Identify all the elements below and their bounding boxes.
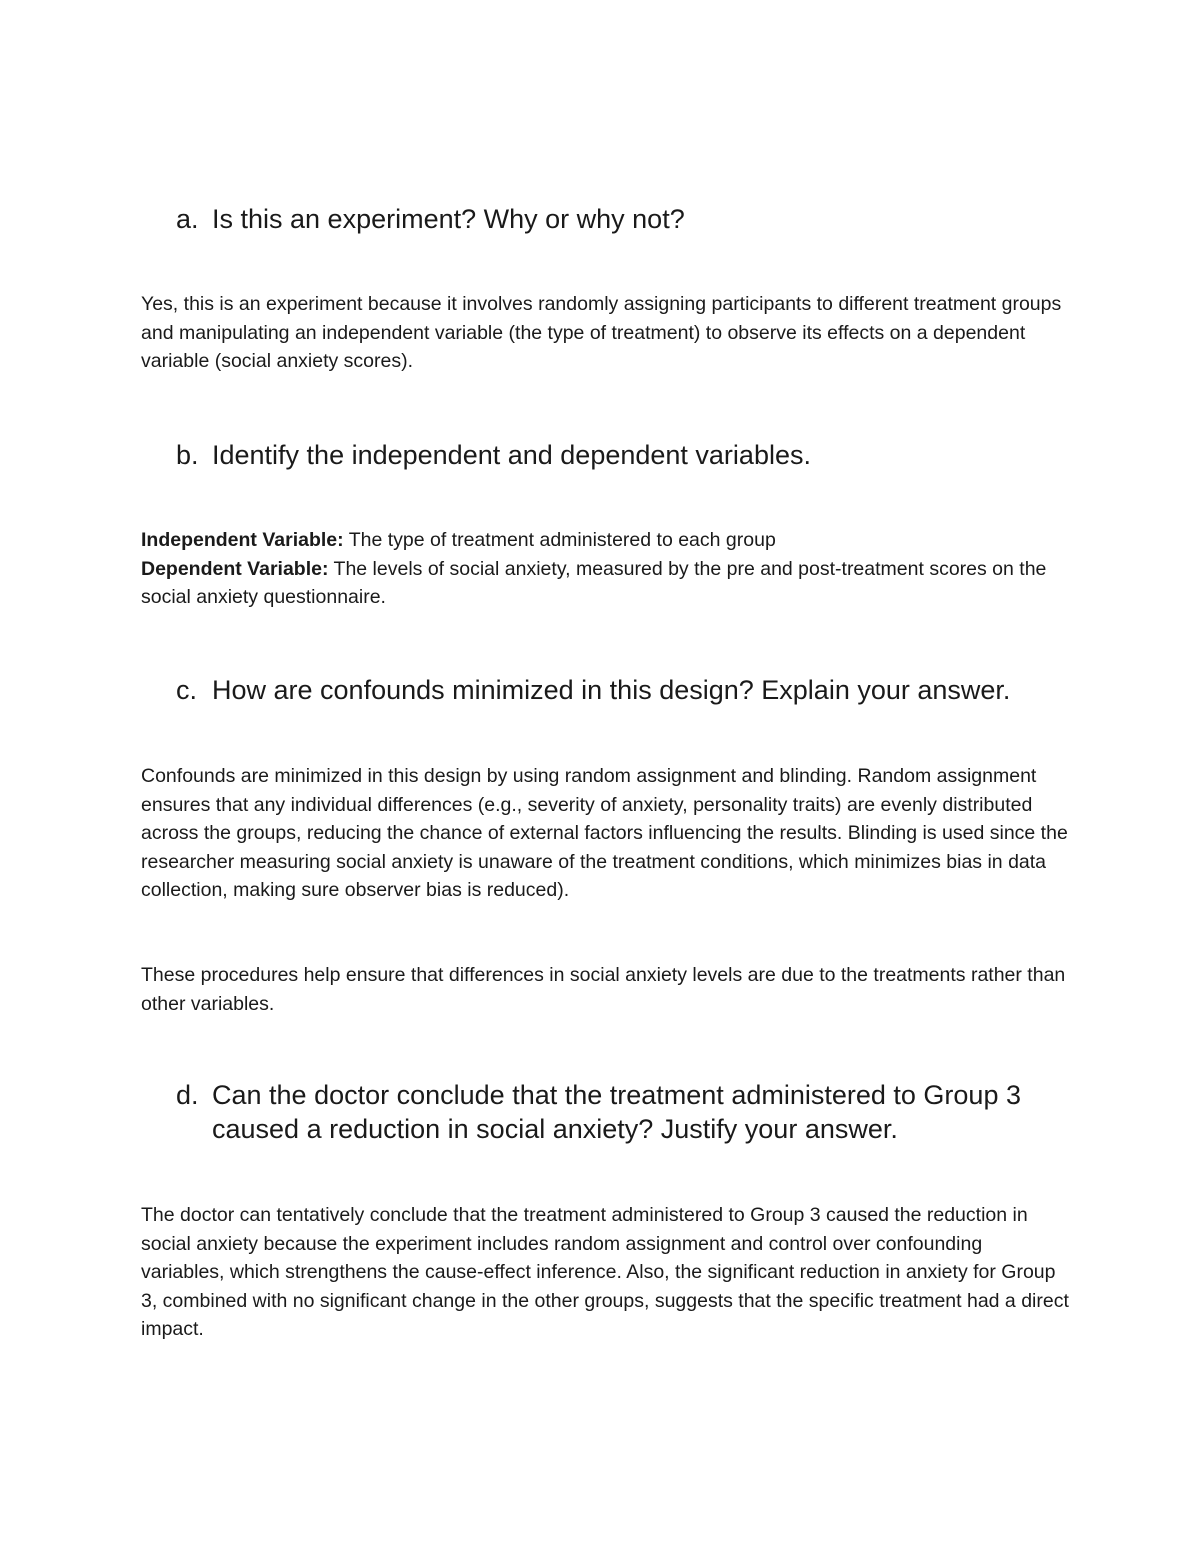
answer-b-paragraph: [141, 526, 1071, 612]
question-b-letter: b.: [176, 440, 199, 470]
question-a-letter: a.: [176, 204, 199, 234]
answer-c-paragraph: Confounds are minimized in this design by using random assignment and blinding. Random assignment ensures that any individual differences (e.g., severity of anxiety, personality traits) are evenly distributed across the groups, reducing the chance of external factors influencing the results. Blinding is used since the researcher measuring social anxiety is unaware of the treatment conditions, which minimizes bias in data collection, making sure observer bias is reduced).: [141, 765, 1068, 901]
question-d-heading: [176, 1078, 1076, 1146]
question-d-text: Can the doctor conclude that the treatment administered to Group 3 caused a reduction in social anxiety? Justify your answer.: [212, 1080, 1021, 1144]
question-c-text: How are confounds minimized in this design? Explain your answer.: [212, 675, 1011, 705]
question-b-text: Identify the independent and dependent variables.: [212, 440, 811, 470]
question-b-heading: [176, 438, 1076, 472]
question-a-heading: [176, 202, 1076, 236]
answer-c-paragraph-2: These procedures help ensure that differences in social anxiety levels are due to the treatments rather than other variables.: [141, 964, 1066, 1015]
independent-variable-text: The type of treatment administered to each group: [343, 529, 776, 551]
independent-variable-label: Independent Variable:: [141, 529, 344, 551]
question-a-text: Is this an experiment? Why or why not?: [212, 204, 685, 234]
question-c-heading: [176, 673, 1076, 707]
answer-d-paragraph: The doctor can tentatively conclude that the treatment administered to Group 3 caused the reduction in social anxiety because the experiment includes random assignment and control over confounding variables, which strengthens the cause-effect inference. Also, the significant reduction in anxiety for Group 3, combined with no significant change in the other groups, suggests that the specific treatment had a direct impact.: [141, 1204, 1069, 1340]
answer-a-paragraph: Yes, this is an experiment because it involves randomly assigning participants to different treatment groups and manipulating an independent variable (the type of treatment) to observe its effects on a dependent variable (social anxiety scores).: [141, 293, 1062, 372]
dependent-variable-label: Dependent Variable:: [141, 557, 329, 580]
question-c-letter: c.: [176, 675, 198, 705]
question-d-letter: d.: [176, 1080, 199, 1110]
dependent-variable-text: The levels of social anxiety, measured by the pre and post-treatment scores on the social anxiety questionnaire.: [141, 557, 1047, 608]
